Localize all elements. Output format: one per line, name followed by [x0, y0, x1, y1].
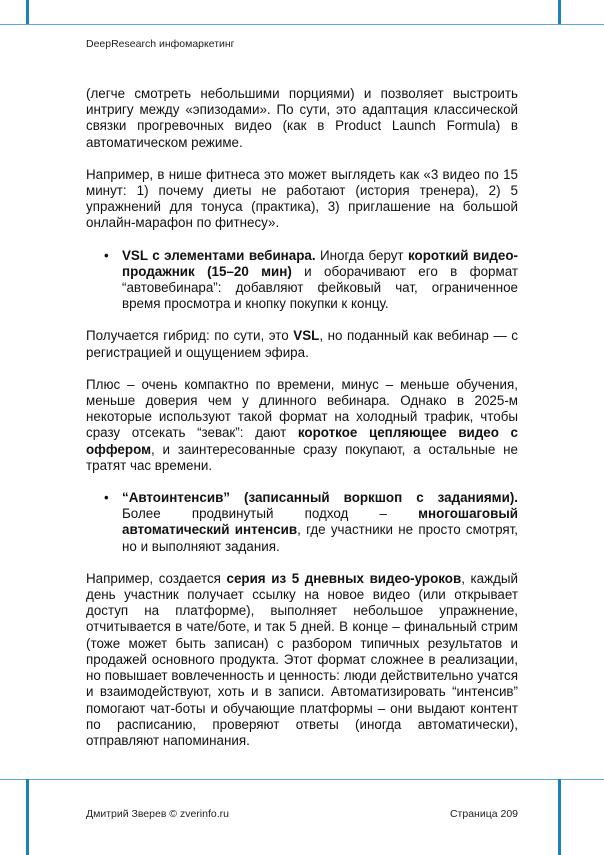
bold-text-run: VSL	[293, 328, 320, 344]
bold-text-run: короткий видео-продажник (15–20 мин)	[122, 247, 518, 279]
footer-rule	[0, 779, 604, 780]
footer-page-number: Страница 209	[449, 808, 518, 820]
bold-text-run: VSL с элементами вебинара.	[122, 247, 316, 263]
bold-text-run: многошаговый автоматический интенсив	[122, 506, 518, 538]
page-body	[86, 86, 518, 749]
footer-author: Дмитрий Зверев © zverinfo.ru	[86, 808, 229, 820]
text-run: , но поданный как вебинар — с регистрацией и ощущением эфира.	[86, 328, 518, 360]
text-run: Плюс – очень компактно по времени, минус – меньше обучения, меньше доверия чем у длинного вебинара. Однако в 2025-м некоторые используют такой формат на холодный трафик, чтобы сразу отсекать “зевак”: дают	[86, 376, 518, 441]
paragraph-gap	[86, 474, 518, 490]
top-right-accent-bar	[558, 0, 561, 24]
text-run: Например, в нише фитнеса это может выглядеть как «3 видео по 15 минут: 1) почему диеты не работают (история тренера), 2) 5 упражнений для тонуса (практика), 3) приглашение на большой онлайн-марафон по фитнесу».	[86, 166, 518, 231]
bullet-item	[86, 248, 518, 313]
text-run: (легче смотреть небольшими порциями) и позволяет выстроить интригу между «эпизодами». По сути, это адаптация классической связки прогревочных видео (как в Product Launch Formula) в автоматическом режиме.	[86, 86, 518, 150]
paragraph-gap	[86, 232, 518, 248]
body-paragraph	[86, 328, 518, 360]
document-header-title: DeepResearch инфомаркетинг	[86, 38, 235, 50]
body-paragraph	[86, 167, 518, 232]
bottom-left-accent-bar	[26, 779, 29, 855]
text-run: Более продвинутый подход –	[122, 506, 419, 522]
text-run: , и заинтересованные сразу покупают, а остальные не тратят час времени.	[86, 441, 518, 473]
text-run: Иногда берут	[315, 247, 409, 263]
text-run: Например, создается	[86, 570, 227, 586]
text-run: Получается гибрид: по сути, это	[86, 328, 294, 344]
bold-text-run: “Автоинтенсив” (записанный воркшоп с заданиями).	[122, 490, 518, 506]
body-paragraph	[86, 377, 518, 474]
body-paragraph	[86, 86, 518, 151]
bullet-item	[86, 490, 518, 555]
text-run: , каждый день участник получает ссылку на новое видео (или открывает доступ на платформе), выполняет небольшое упражнение, отчитывается в чате/боте, и так 5 дней. В конце – финальный стрим (тоже может быть записан) с разбором типичных результатов и продажей основного продукта. Этот формат сложнее в реализации, но повышает вовлеченность и ценность: люди действительно учатся и взаимодействуют, хоть и в записи. Автоматизировать “интенсив” помогают чат-боты и обучающие платформы – они выдают контент по расписанию, проверяют ответы (иногда автоматически), отправляют напоминания.	[86, 570, 518, 748]
paragraph-gap	[86, 555, 518, 571]
header-rule	[0, 24, 604, 25]
bullet-dot-icon: •	[104, 247, 109, 263]
text-run: и оборачивают его в формат “автовебинара”: добавляют фейковый чат, ограниченное время просмотра и кнопку покупки к концу.	[122, 263, 518, 312]
paragraph-gap	[86, 151, 518, 167]
bold-text-run: серия из 5 дневных видео-уроков	[226, 570, 462, 586]
top-left-accent-bar	[26, 0, 29, 24]
paragraph-gap	[86, 312, 518, 328]
body-paragraph	[86, 571, 518, 749]
paragraph-gap	[86, 361, 518, 377]
bold-text-run: короткое цепляющее видео с оффером	[86, 425, 518, 457]
bullet-dot-icon: •	[104, 490, 109, 506]
bottom-right-accent-bar	[558, 779, 561, 855]
text-run: , где участники не просто смотрят, но и выполняют задания.	[122, 522, 518, 554]
